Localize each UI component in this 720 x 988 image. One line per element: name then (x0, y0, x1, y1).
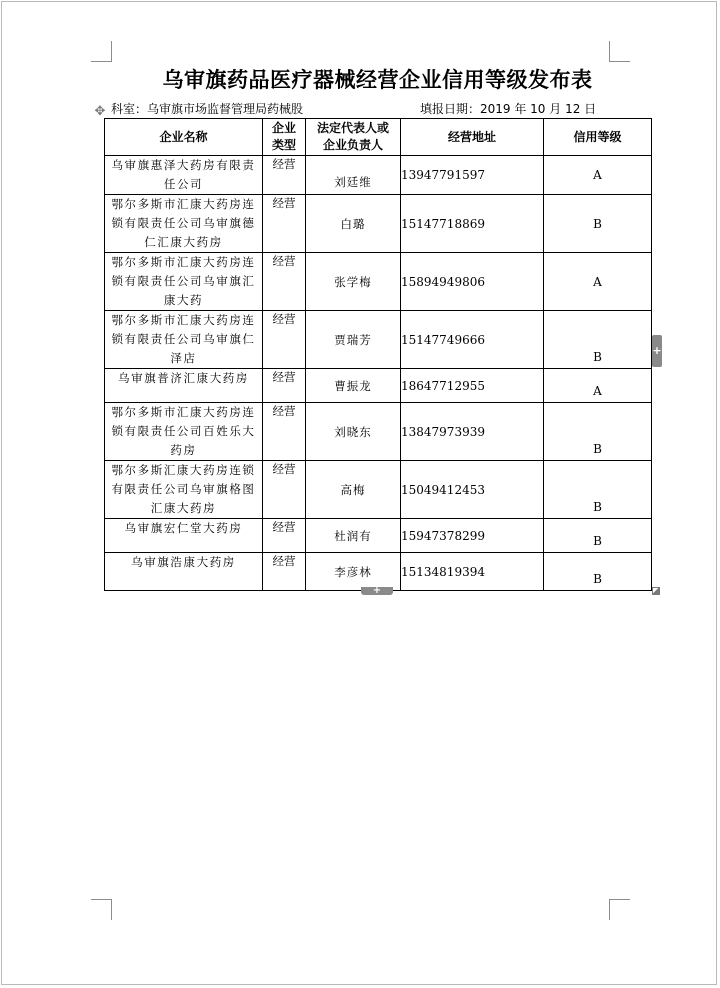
legal-rep[interactable]: 白璐 (306, 195, 401, 253)
header-name: 企业名称 (105, 119, 263, 156)
business-address[interactable]: 15147749666 (401, 311, 544, 369)
business-address[interactable]: 15134819394 (401, 553, 544, 591)
header-legal (306, 119, 401, 156)
crop-mark-top-right (609, 41, 630, 62)
credit-grade[interactable]: B (544, 311, 652, 369)
legal-rep[interactable]: 刘晓东 (306, 403, 401, 461)
business-address[interactable]: 15049412453 (401, 461, 544, 519)
company-name[interactable]: 鄂尔多斯市汇康大药房连锁有限责任公司乌审旗仁泽店 (105, 311, 263, 369)
add-column-plus-icon[interactable]: + (652, 335, 662, 367)
table-row (105, 156, 652, 195)
company-type[interactable]: 经营 (263, 156, 306, 195)
legal-rep[interactable]: 刘廷维 (306, 156, 401, 195)
company-name[interactable]: 乌审旗普济汇康大药房 (105, 369, 263, 403)
credit-grade[interactable]: B (544, 519, 652, 553)
fill-date-label: 填报日期：2019 年 10 月 12 日 (420, 102, 597, 116)
table-row (105, 311, 652, 369)
resize-icon[interactable] (652, 587, 660, 595)
company-name[interactable]: 乌审旗惠泽大药房有限责任公司 (105, 156, 263, 195)
credit-grade[interactable]: A (544, 369, 652, 403)
company-type[interactable]: 经营 (263, 461, 306, 519)
legal-rep[interactable]: 李彦林 (306, 553, 401, 591)
table-row (105, 253, 652, 311)
company-name[interactable]: 鄂尔多斯市汇康大药房连锁有限责任公司百姓乐大药房 (105, 403, 263, 461)
company-name[interactable]: 鄂尔多斯市汇康大药房连锁有限责任公司乌审旗汇康大药 (105, 253, 263, 311)
move-icon[interactable]: ✥ (94, 104, 106, 119)
table-row (105, 519, 652, 553)
header-grade: 信用等级 (544, 119, 652, 156)
table-row (105, 195, 652, 253)
table-row (105, 403, 652, 461)
header-type-text: 企业类型 (271, 121, 296, 152)
legal-rep[interactable]: 张学梅 (306, 253, 401, 311)
business-address[interactable]: 15947378299 (401, 519, 544, 553)
table-header-row (105, 119, 652, 156)
company-type[interactable]: 经营 (263, 553, 306, 591)
table-row (105, 461, 652, 519)
company-name[interactable]: 鄂尔多斯市汇康大药房连锁有限责任公司乌审旗德仁汇康大药房 (105, 195, 263, 253)
crop-mark-bottom-left (91, 899, 112, 920)
company-name[interactable]: 乌审旗宏仁堂大药房 (105, 519, 263, 553)
document-title: 乌审旗药品医疗器械经营企业信用等级发布表 (162, 68, 593, 92)
credit-grade[interactable]: B (544, 461, 652, 519)
business-address[interactable]: 13847973939 (401, 403, 544, 461)
header-address: 经营地址 (401, 119, 544, 156)
header-type (263, 119, 306, 156)
legal-rep[interactable]: 高梅 (306, 461, 401, 519)
add-row-plus-icon[interactable]: + (361, 587, 393, 595)
crop-mark-bottom-right (609, 899, 630, 920)
business-address[interactable]: 15147718869 (401, 195, 544, 253)
legal-rep[interactable]: 杜润有 (306, 519, 401, 553)
company-type[interactable]: 经营 (263, 519, 306, 553)
credit-grade[interactable]: A (544, 156, 652, 195)
company-type[interactable]: 经营 (263, 195, 306, 253)
credit-grade[interactable]: B (544, 195, 652, 253)
credit-rating-table (104, 118, 652, 591)
company-type[interactable]: 经营 (263, 403, 306, 461)
credit-grade[interactable]: B (544, 553, 652, 591)
legal-rep[interactable]: 曹振龙 (306, 369, 401, 403)
crop-mark-top-left (91, 41, 112, 62)
company-type[interactable]: 经营 (263, 311, 306, 369)
company-name[interactable]: 鄂尔多斯汇康大药房连锁有限责任公司乌审旗格图汇康大药房 (105, 461, 263, 519)
business-address[interactable]: 15894949806 (401, 253, 544, 311)
credit-grade[interactable]: A (544, 253, 652, 311)
legal-rep[interactable]: 贾瑞芳 (306, 311, 401, 369)
credit-grade[interactable]: B (544, 403, 652, 461)
company-type[interactable]: 经营 (263, 369, 306, 403)
table-row (105, 369, 652, 403)
business-address[interactable]: 18647712955 (401, 369, 544, 403)
business-address[interactable]: 13947791597 (401, 156, 544, 195)
header-legal-text: 法定代表人或企业负责人 (316, 121, 389, 152)
company-type[interactable]: 经营 (263, 253, 306, 311)
company-name[interactable]: 乌审旗浩康大药房 (105, 553, 263, 591)
department-label: 科室：乌审旗市场监督管理局药械股 (111, 102, 304, 116)
